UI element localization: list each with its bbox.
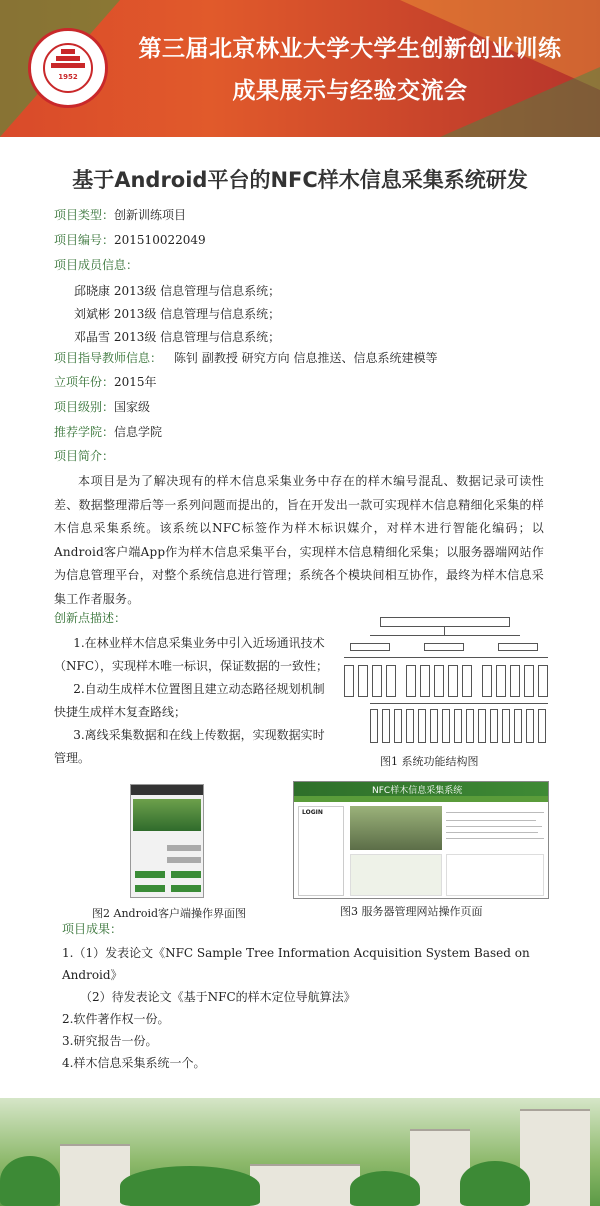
web-text-line	[446, 812, 544, 813]
diagram-connector	[370, 635, 520, 636]
diagram-node-box	[372, 665, 382, 697]
result-item: 1.（1）发表论文《NFC Sample Tree Information Acquisition System Based on Android》	[62, 946, 530, 982]
member-item: 邱晓康 2013级 信息管理与信息系统；	[74, 284, 281, 298]
advisor-row	[54, 349, 437, 367]
intro-paragraph	[54, 470, 544, 612]
innovation-label: 创新点描述：	[54, 611, 127, 625]
year-label: 立项年份：	[54, 375, 115, 389]
building-shape	[250, 1164, 360, 1206]
innovation-item: 3.离线采集数据和在线上传数据，实现数据实时管理。	[54, 728, 325, 765]
system-function-diagram	[340, 617, 552, 747]
innovation-list	[54, 632, 334, 770]
campus-footer-image	[0, 1098, 600, 1206]
android-app-screenshot	[130, 784, 204, 898]
college-label: 推荐学院：	[54, 425, 115, 439]
pagoda-icon	[56, 56, 80, 61]
diagram-module-box	[350, 643, 390, 651]
tree-shape	[350, 1171, 420, 1206]
web-header	[294, 782, 548, 796]
level-row	[54, 398, 150, 416]
diagram-leaf-box	[478, 709, 486, 743]
tree-shape	[120, 1166, 260, 1206]
members-label: 项目成员信息：	[54, 258, 139, 272]
diagram-node-box	[524, 665, 534, 697]
diagram-module-box	[424, 643, 464, 651]
diagram-node-box	[420, 665, 430, 697]
advisor-label: 项目指导教师信息：	[54, 351, 163, 365]
member-item: 刘斌彬 2013级 信息管理与信息系统；	[74, 307, 281, 321]
college-value: 信息学院	[114, 425, 163, 439]
diagram-connector	[344, 657, 548, 658]
diagram-node-box	[386, 665, 396, 697]
type-label: 项目类型：	[54, 208, 115, 222]
web-news-block	[446, 806, 544, 850]
diagram-node-box	[434, 665, 444, 697]
number-value: 201510022049	[114, 233, 206, 247]
web-title: NFC样木信息采集系统	[372, 786, 463, 796]
diagram-leaf-box	[490, 709, 498, 743]
diagram-node-box	[482, 665, 492, 697]
diagram-leaf-box	[442, 709, 450, 743]
diagram-leaf-box	[514, 709, 522, 743]
phone-button	[135, 885, 165, 892]
level-value: 国家级	[114, 400, 151, 414]
phone-title-bar	[131, 785, 203, 795]
type-value: 创新训练项目	[114, 208, 187, 222]
diagram-leaf-box	[502, 709, 510, 743]
university-logo	[28, 28, 108, 108]
pagoda-icon	[61, 49, 75, 54]
web-login-label: LOGIN	[302, 809, 323, 816]
figure2-caption: 图2 Android客户端操作界面图	[92, 907, 247, 920]
diagram-node-box	[358, 665, 368, 697]
building-shape	[520, 1109, 590, 1206]
innovation-item: 1.在林业样木信息采集业务中引入近场通讯技术（NFC），实现样木唯一标识，保证数据的一致性；	[54, 636, 329, 673]
number-label: 项目编号：	[54, 233, 115, 247]
phone-button	[135, 871, 165, 878]
results-row	[62, 920, 122, 938]
diagram-connector	[444, 627, 445, 635]
phone-password-field	[167, 857, 201, 863]
phone-hero-image	[133, 799, 201, 831]
diagram-leaf-box	[526, 709, 534, 743]
pagoda-icon	[51, 63, 85, 68]
result-item: 4.样木信息采集系统一个。	[62, 1056, 206, 1070]
type-row	[54, 206, 186, 224]
advisor-value: 陈钊 副教授 研究方向 信息推送、信息系统建模等	[174, 351, 438, 365]
logo-year: 1952	[58, 73, 78, 81]
year-row	[54, 373, 157, 391]
diagram-node-box	[344, 665, 354, 697]
web-text-line	[446, 832, 538, 833]
diagram-node-box	[406, 665, 416, 697]
members-row	[54, 256, 138, 274]
web-text-line	[446, 838, 544, 839]
diagram-node-box	[462, 665, 472, 697]
tree-shape	[0, 1156, 60, 1206]
web-text-line	[446, 820, 536, 821]
figure3-caption: 图3 服务器管理网站操作页面	[340, 905, 483, 918]
web-text-line	[446, 826, 542, 827]
diagram-node-box	[538, 665, 548, 697]
results-list	[62, 942, 542, 1074]
tree-shape	[460, 1161, 530, 1206]
diagram-leaf-box	[406, 709, 414, 743]
year-value: 2015年	[114, 375, 157, 389]
result-item: 2.软件著作权一份。	[62, 1012, 170, 1026]
banner-title-line2: 成果展示与经验交流会	[232, 78, 468, 104]
diagram-leaf-box	[454, 709, 462, 743]
diagram-node-box	[496, 665, 506, 697]
innovation-row	[54, 609, 126, 627]
diagram-leaf-box	[370, 709, 378, 743]
results-label: 项目成果：	[62, 922, 123, 936]
web-notice-list	[446, 854, 544, 896]
figure1-caption: 图1 系统功能结构图	[380, 755, 479, 768]
phone-username-field	[167, 845, 201, 851]
intro-label: 项目简介：	[54, 449, 115, 463]
web-news-list	[350, 854, 442, 896]
diagram-leaf-box	[538, 709, 546, 743]
diagram-leaf-box	[466, 709, 474, 743]
result-item: 3.研究报告一份。	[62, 1034, 158, 1048]
web-nav	[294, 796, 548, 802]
header-banner	[0, 0, 600, 137]
intro-row	[54, 447, 114, 465]
diagram-module-box	[498, 643, 538, 651]
diagram-leaf-box	[394, 709, 402, 743]
diagram-leaf-box	[418, 709, 426, 743]
banner-title-line1: 第三届北京林业大学大学生创新创业训练	[138, 36, 562, 62]
diagram-node-box	[448, 665, 458, 697]
web-login-panel	[298, 806, 344, 896]
diagram-leaf-box	[382, 709, 390, 743]
diagram-leaf-box	[430, 709, 438, 743]
diagram-root-box	[380, 617, 510, 627]
intro-text: 本项目是为了解决现有的样木信息采集业务中存在的样木编号混乱、数据记录可读性差、数据整理滞后等一系列问题而提出的，旨在开发出一款可实现样木信息精细化采集的样木信息采集系统。该系统以NFC标签作为样木标识媒介，对样木进行智能化编码；以Android客户端App作为样木信息采集平台，实现样木信息精细化采集；以服务器端网站作为信息管理平台，对整个系统信息进行管理；系统各个模块间相互协作，最终为样木信息采集工作者服务。	[54, 474, 544, 606]
innovation-item: 2.自动生成样木位置图且建立动态路径规划机制快捷生成样木复查路线；	[54, 682, 325, 719]
web-banner-photo	[350, 806, 442, 850]
level-label: 项目级别：	[54, 400, 115, 414]
college-row	[54, 423, 162, 441]
diagram-connector	[370, 703, 548, 704]
project-title: 基于Android平台的NFC样木信息采集系统研发	[72, 168, 528, 192]
web-management-screenshot	[293, 781, 549, 899]
number-row	[54, 231, 206, 249]
phone-button	[171, 871, 201, 878]
diagram-node-box	[510, 665, 520, 697]
phone-button	[171, 885, 201, 892]
result-item: （2）待发表论文《基于NFC的样木定位导航算法》	[80, 990, 356, 1004]
member-item: 邓晶雪 2013级 信息管理与信息系统；	[74, 330, 281, 344]
